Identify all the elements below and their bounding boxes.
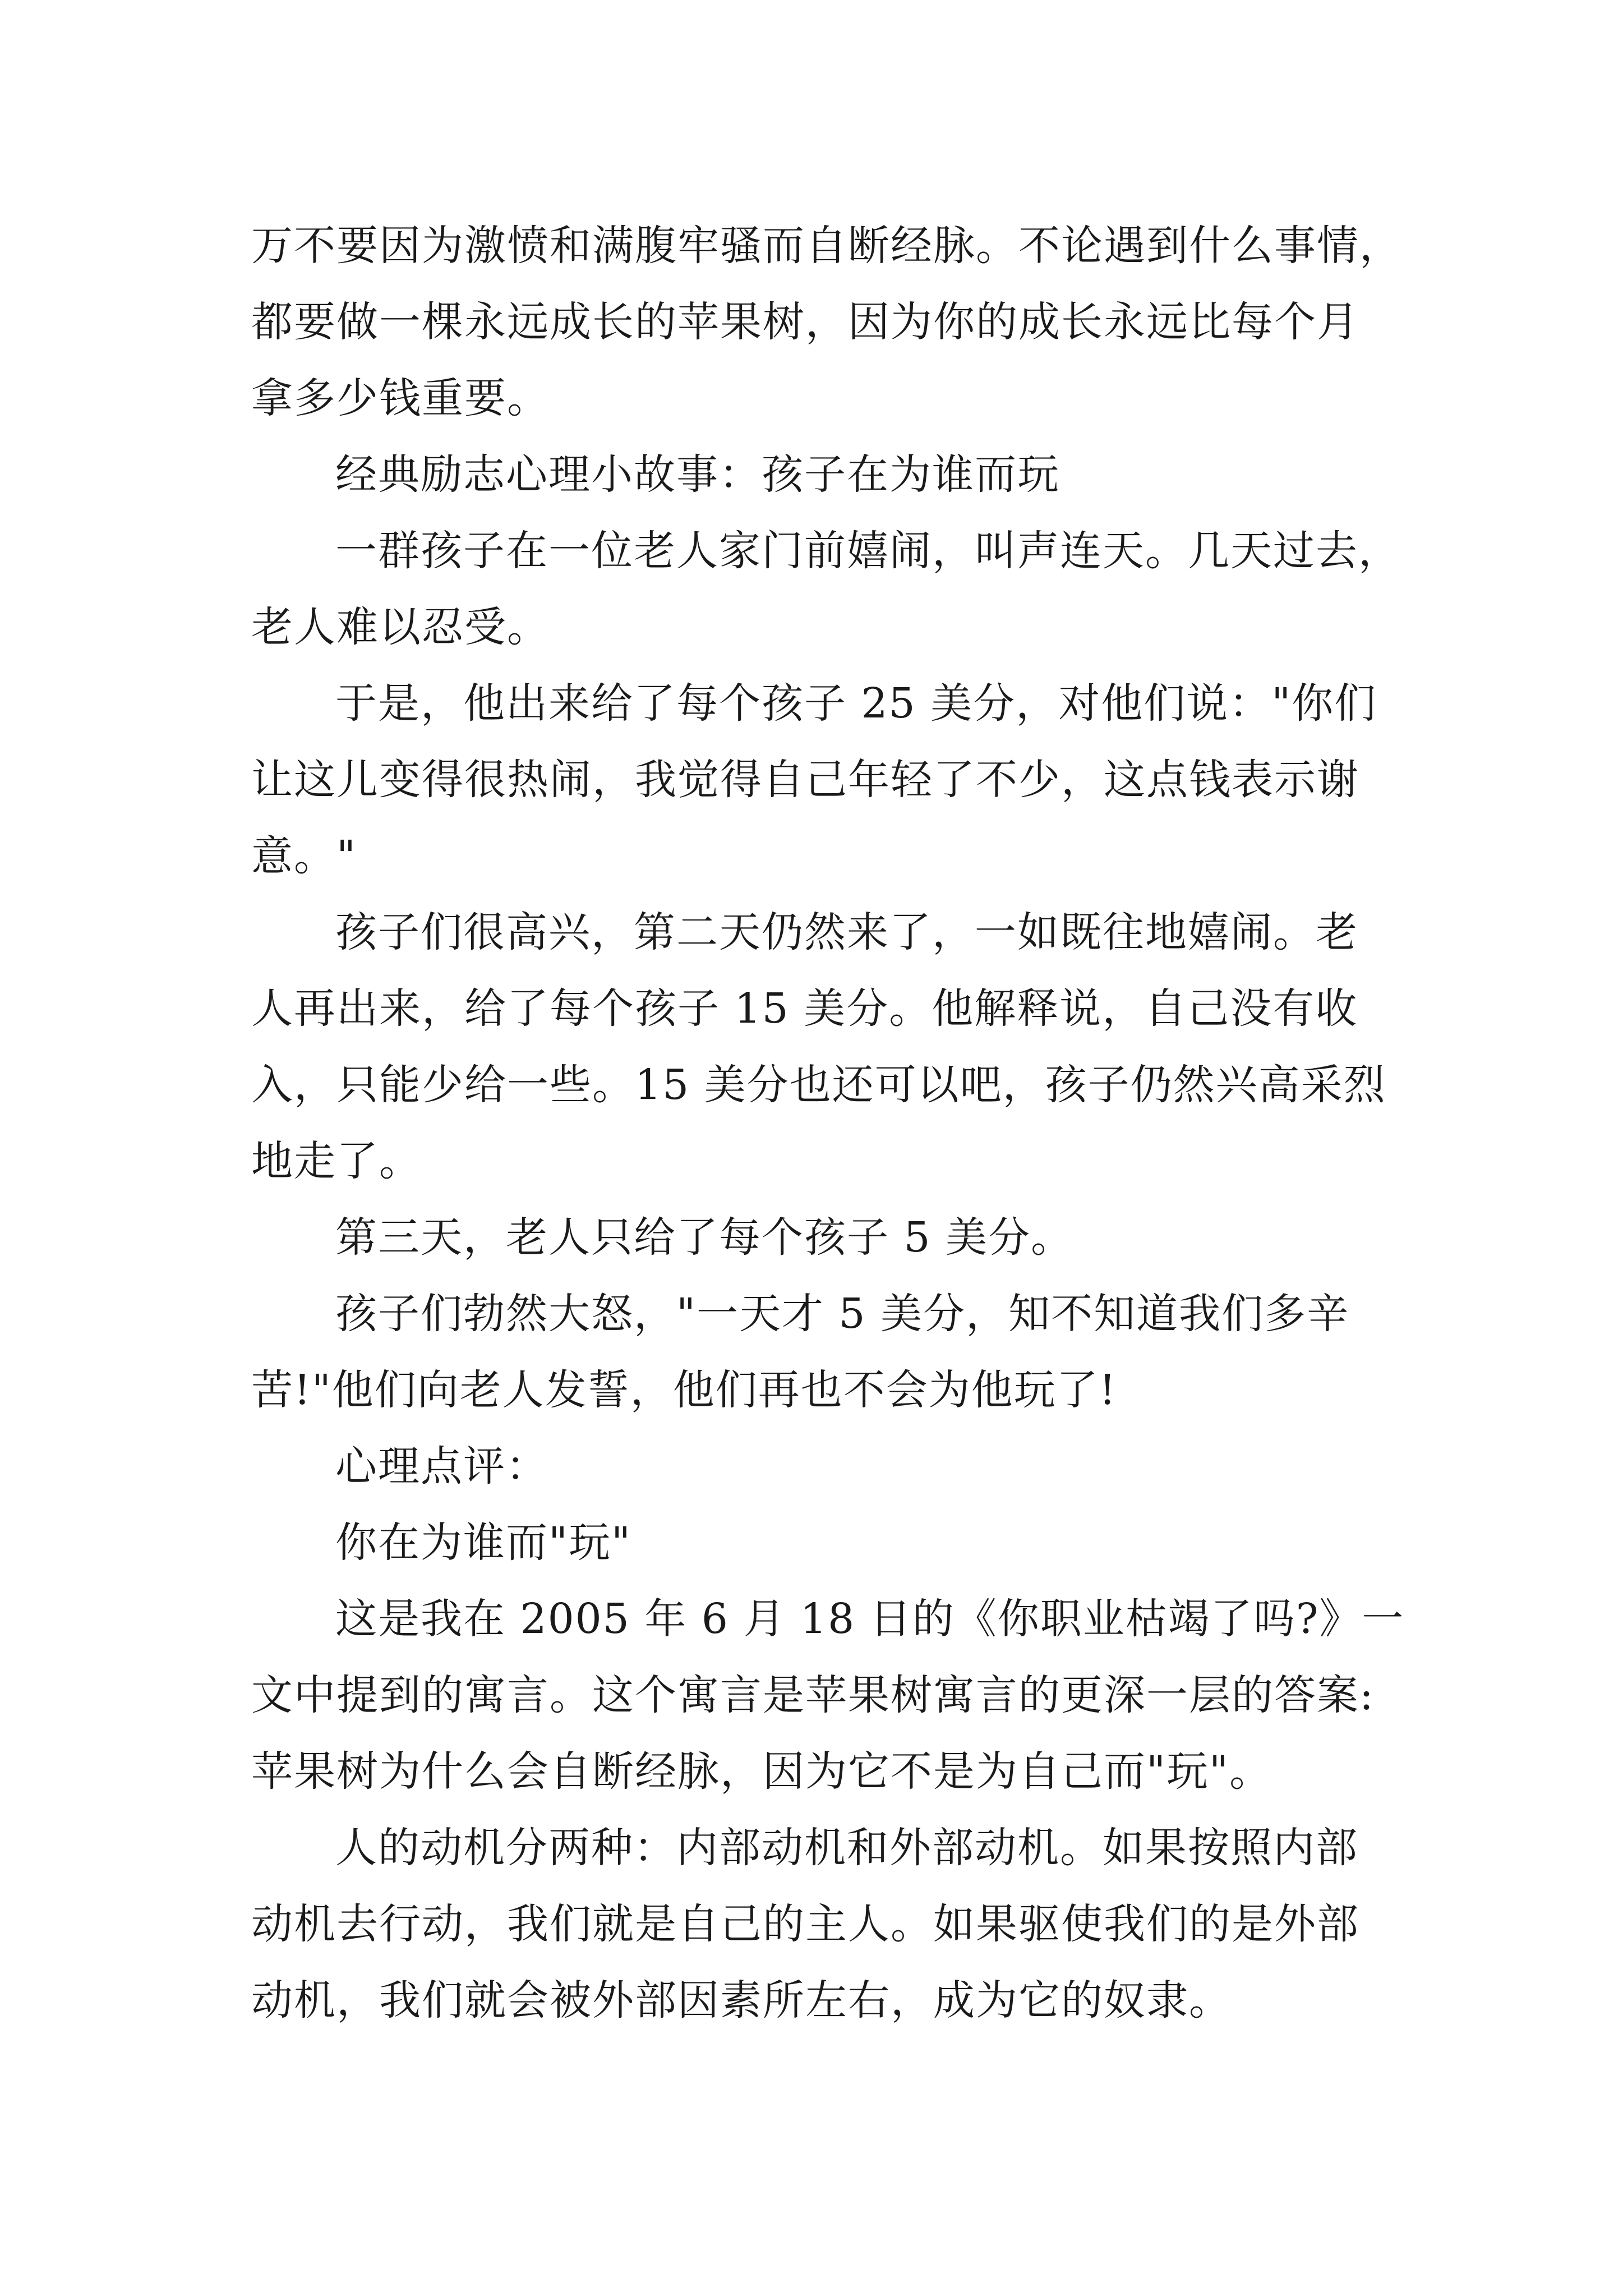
text-line: 入，只能少给一些。15 美分也还可以吧，孩子仍然兴高采烈 bbox=[251, 1061, 1386, 1109]
text-line: 孩子们勃然大怒，"一天才 5 美分，知不知道我们多辛 bbox=[335, 1290, 1350, 1338]
text-line: 动机去行动，我们就是自己的主人。如果驱使我们的是外部 bbox=[251, 1900, 1359, 1948]
text-line: 孩子们很高兴，第二天仍然来了，一如既往地嬉闹。老 bbox=[335, 908, 1358, 956]
text-line: 动机，我们就会被外部因素所左右，成为它的奴隶。 bbox=[251, 1976, 1232, 2024]
text-line: 这是我在 2005 年 6 月 18 日的《你职业枯竭了吗?》一 bbox=[335, 1595, 1405, 1643]
text-line: 一群孩子在一位老人家门前嬉闹，叫声连天。几天过去， bbox=[335, 527, 1401, 575]
text-line: 人的动机分两种：内部动机和外部动机。如果按照内部 bbox=[335, 1824, 1358, 1872]
text-line: 让这儿变得很热闹，我觉得自己年轻了不少，这点钱表示谢 bbox=[251, 756, 1359, 804]
text-line: 老人难以忍受。 bbox=[251, 603, 550, 651]
subheading: 心理点评： bbox=[335, 1442, 548, 1490]
text-line: 万不要因为激愤和满腹牢骚而自断经脉。不论遇到什么事情， bbox=[251, 222, 1402, 270]
subheading: 你在为谁而"玩" bbox=[335, 1519, 632, 1567]
text-line: 文中提到的寓言。这个寓言是苹果树寓言的更深一层的答案: bbox=[251, 1671, 1375, 1719]
text-line: 苦!"他们向老人发誓，他们再也不会为他玩了! bbox=[251, 1366, 1117, 1414]
text-line: 都要做一棵永远成长的苹果树，因为你的成长永远比每个月 bbox=[251, 298, 1359, 346]
document-body bbox=[251, 208, 1435, 2039]
text-line: 地走了。 bbox=[251, 1137, 422, 1185]
text-line: 拿多少钱重要。 bbox=[251, 374, 550, 422]
text-line: 人再出来，给了每个孩子 15 美分。他解释说，自己没有收 bbox=[251, 984, 1358, 1033]
text-line: 第三天，老人只给了每个孩子 5 美分。 bbox=[335, 1213, 1074, 1262]
section-heading: 经典励志心理小故事：孩子在为谁而玩 bbox=[335, 450, 1060, 499]
text-line: 意。" bbox=[251, 832, 357, 880]
text-line: 于是，他出来给了每个孩子 25 美分，对他们说："你们 bbox=[335, 679, 1377, 728]
text-line: 苹果树为什么会自断经脉，因为它不是为自己而"玩"。 bbox=[251, 1747, 1272, 1796]
